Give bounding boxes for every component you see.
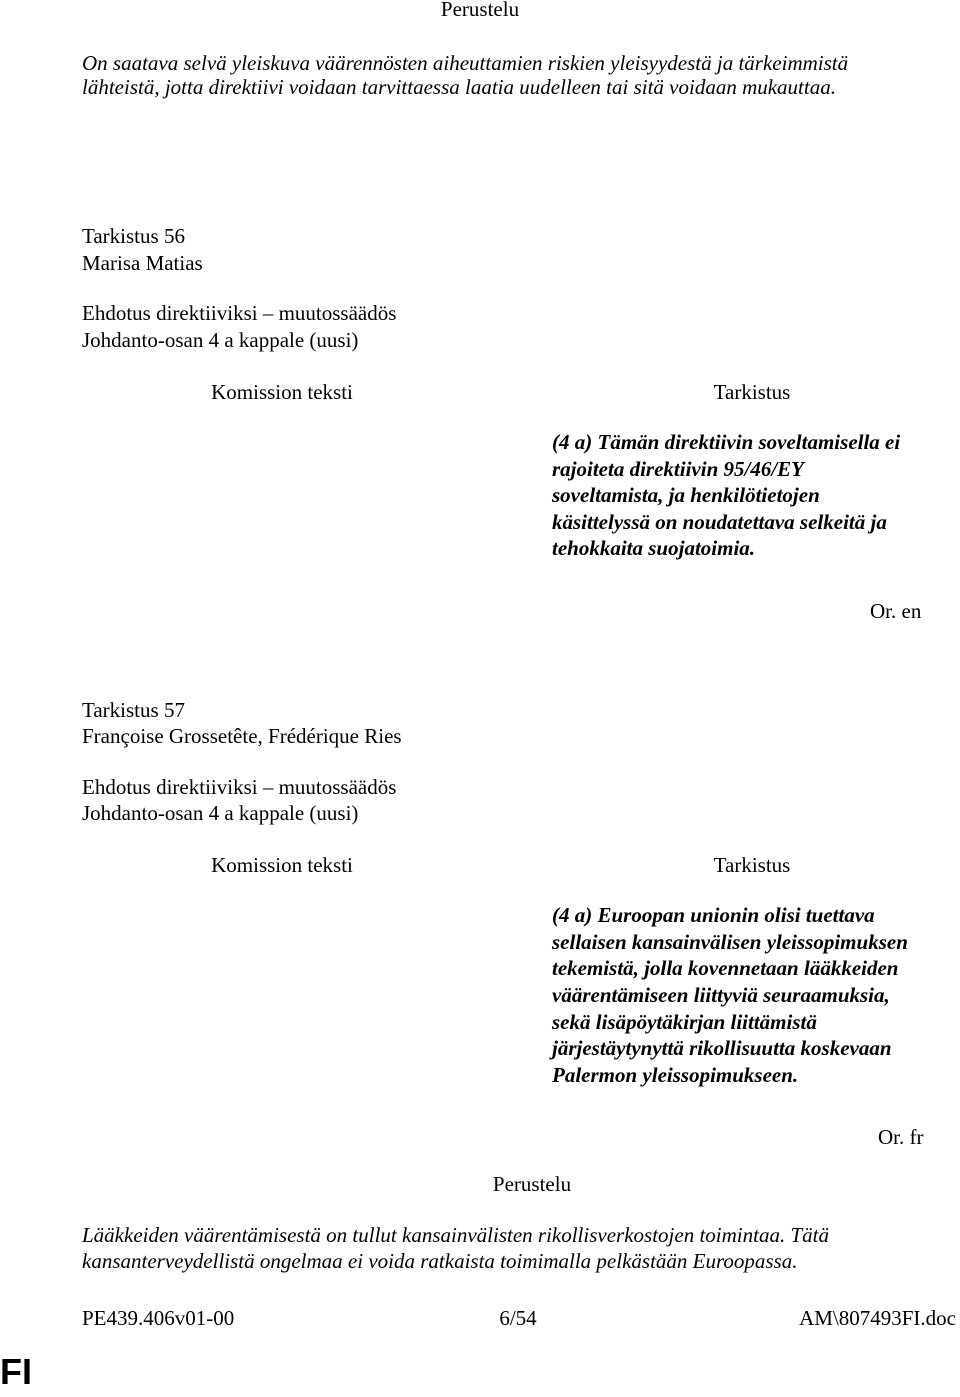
justification-title: Perustelu xyxy=(492,1172,572,1196)
proposal-title: Ehdotus direktiiviksi – muutossäädös xyxy=(82,775,397,799)
column-header-amendment: Tarkistus xyxy=(713,380,791,404)
amendment-author: Françoise Grossetête, Frédérique Ries xyxy=(82,724,402,748)
original-language: Or. en xyxy=(870,599,922,623)
proposal-reference: Johdanto-osan 4 a kappale (uusi) xyxy=(82,328,359,352)
justification-line: Lääkkeiden väärentämisestä on tullut kansainvälisten rikollisverkostojen toimintaa. Tätä xyxy=(82,1223,829,1247)
amendment-text-line: (4 a) Tämän direktiivin soveltamisella ei xyxy=(552,430,901,454)
column-header-amendment: Tarkistus xyxy=(713,853,791,877)
amendment-text-line: Palermon yleissopimukseen. xyxy=(552,1063,799,1087)
amendment-text-line: tehokkaita suojatoimia. xyxy=(552,536,756,560)
footer-doc-ref: PE439.406v01-00 xyxy=(82,1306,235,1330)
amendment-text-line: (4 a) Euroopan unionin olisi tuettava xyxy=(552,903,875,927)
amendment-number: Tarkistus 56 xyxy=(82,224,185,248)
amendment-number: Tarkistus 57 xyxy=(82,698,185,722)
proposal-title: Ehdotus direktiiviksi – muutossäädös xyxy=(82,301,397,325)
original-language: Or. fr xyxy=(878,1125,924,1149)
amendment-text-line: sekä lisäpöytäkirjan liittämistä xyxy=(552,1010,817,1034)
justification-line: On saatava selvä yleiskuva väärennösten aiheuttamien riskien yleisyydestä ja tärkeimmistä xyxy=(82,51,849,75)
proposal-reference: Johdanto-osan 4 a kappale (uusi) xyxy=(82,801,359,825)
amendment-text-line: sellaisen kansainvälisen yleissopimuksen xyxy=(552,930,908,954)
footer-file-name: AM\807493FI.doc xyxy=(799,1306,956,1330)
amendment-text-line: rajoiteta direktiivin 95/46/EY xyxy=(552,457,804,481)
amendment-text-line: tekemistä, jolla kovennetaan lääkkeiden xyxy=(552,956,899,980)
amendment-author: Marisa Matias xyxy=(82,251,203,275)
column-header-commission: Komission teksti xyxy=(211,380,353,404)
amendment-text-line: järjestäytynyttä rikollisuutta koskevaan xyxy=(552,1036,892,1060)
justification-title: Perustelu xyxy=(440,0,520,21)
amendment-text-line: käsittelyssä on noudatettava selkeitä ja xyxy=(552,510,887,534)
amendment-text-line: soveltamista, ja henkilötietojen xyxy=(552,483,820,507)
footer-language-code: FI xyxy=(0,1351,32,1392)
justification-line: lähteistä, jotta direktiivi voidaan tarvittaessa laatia uudelleen tai sitä voidaan mukauttaa. xyxy=(82,75,836,99)
justification-line: kansanterveydellistä ongelmaa ei voida ratkaista toimimalla pelkästään Euroopassa. xyxy=(82,1249,798,1273)
amendment-text-line: väärentämiseen liittyviä seuraamuksia, xyxy=(552,983,890,1007)
column-header-commission: Komission teksti xyxy=(211,853,353,877)
footer-page-number: 6/54 xyxy=(499,1306,537,1330)
